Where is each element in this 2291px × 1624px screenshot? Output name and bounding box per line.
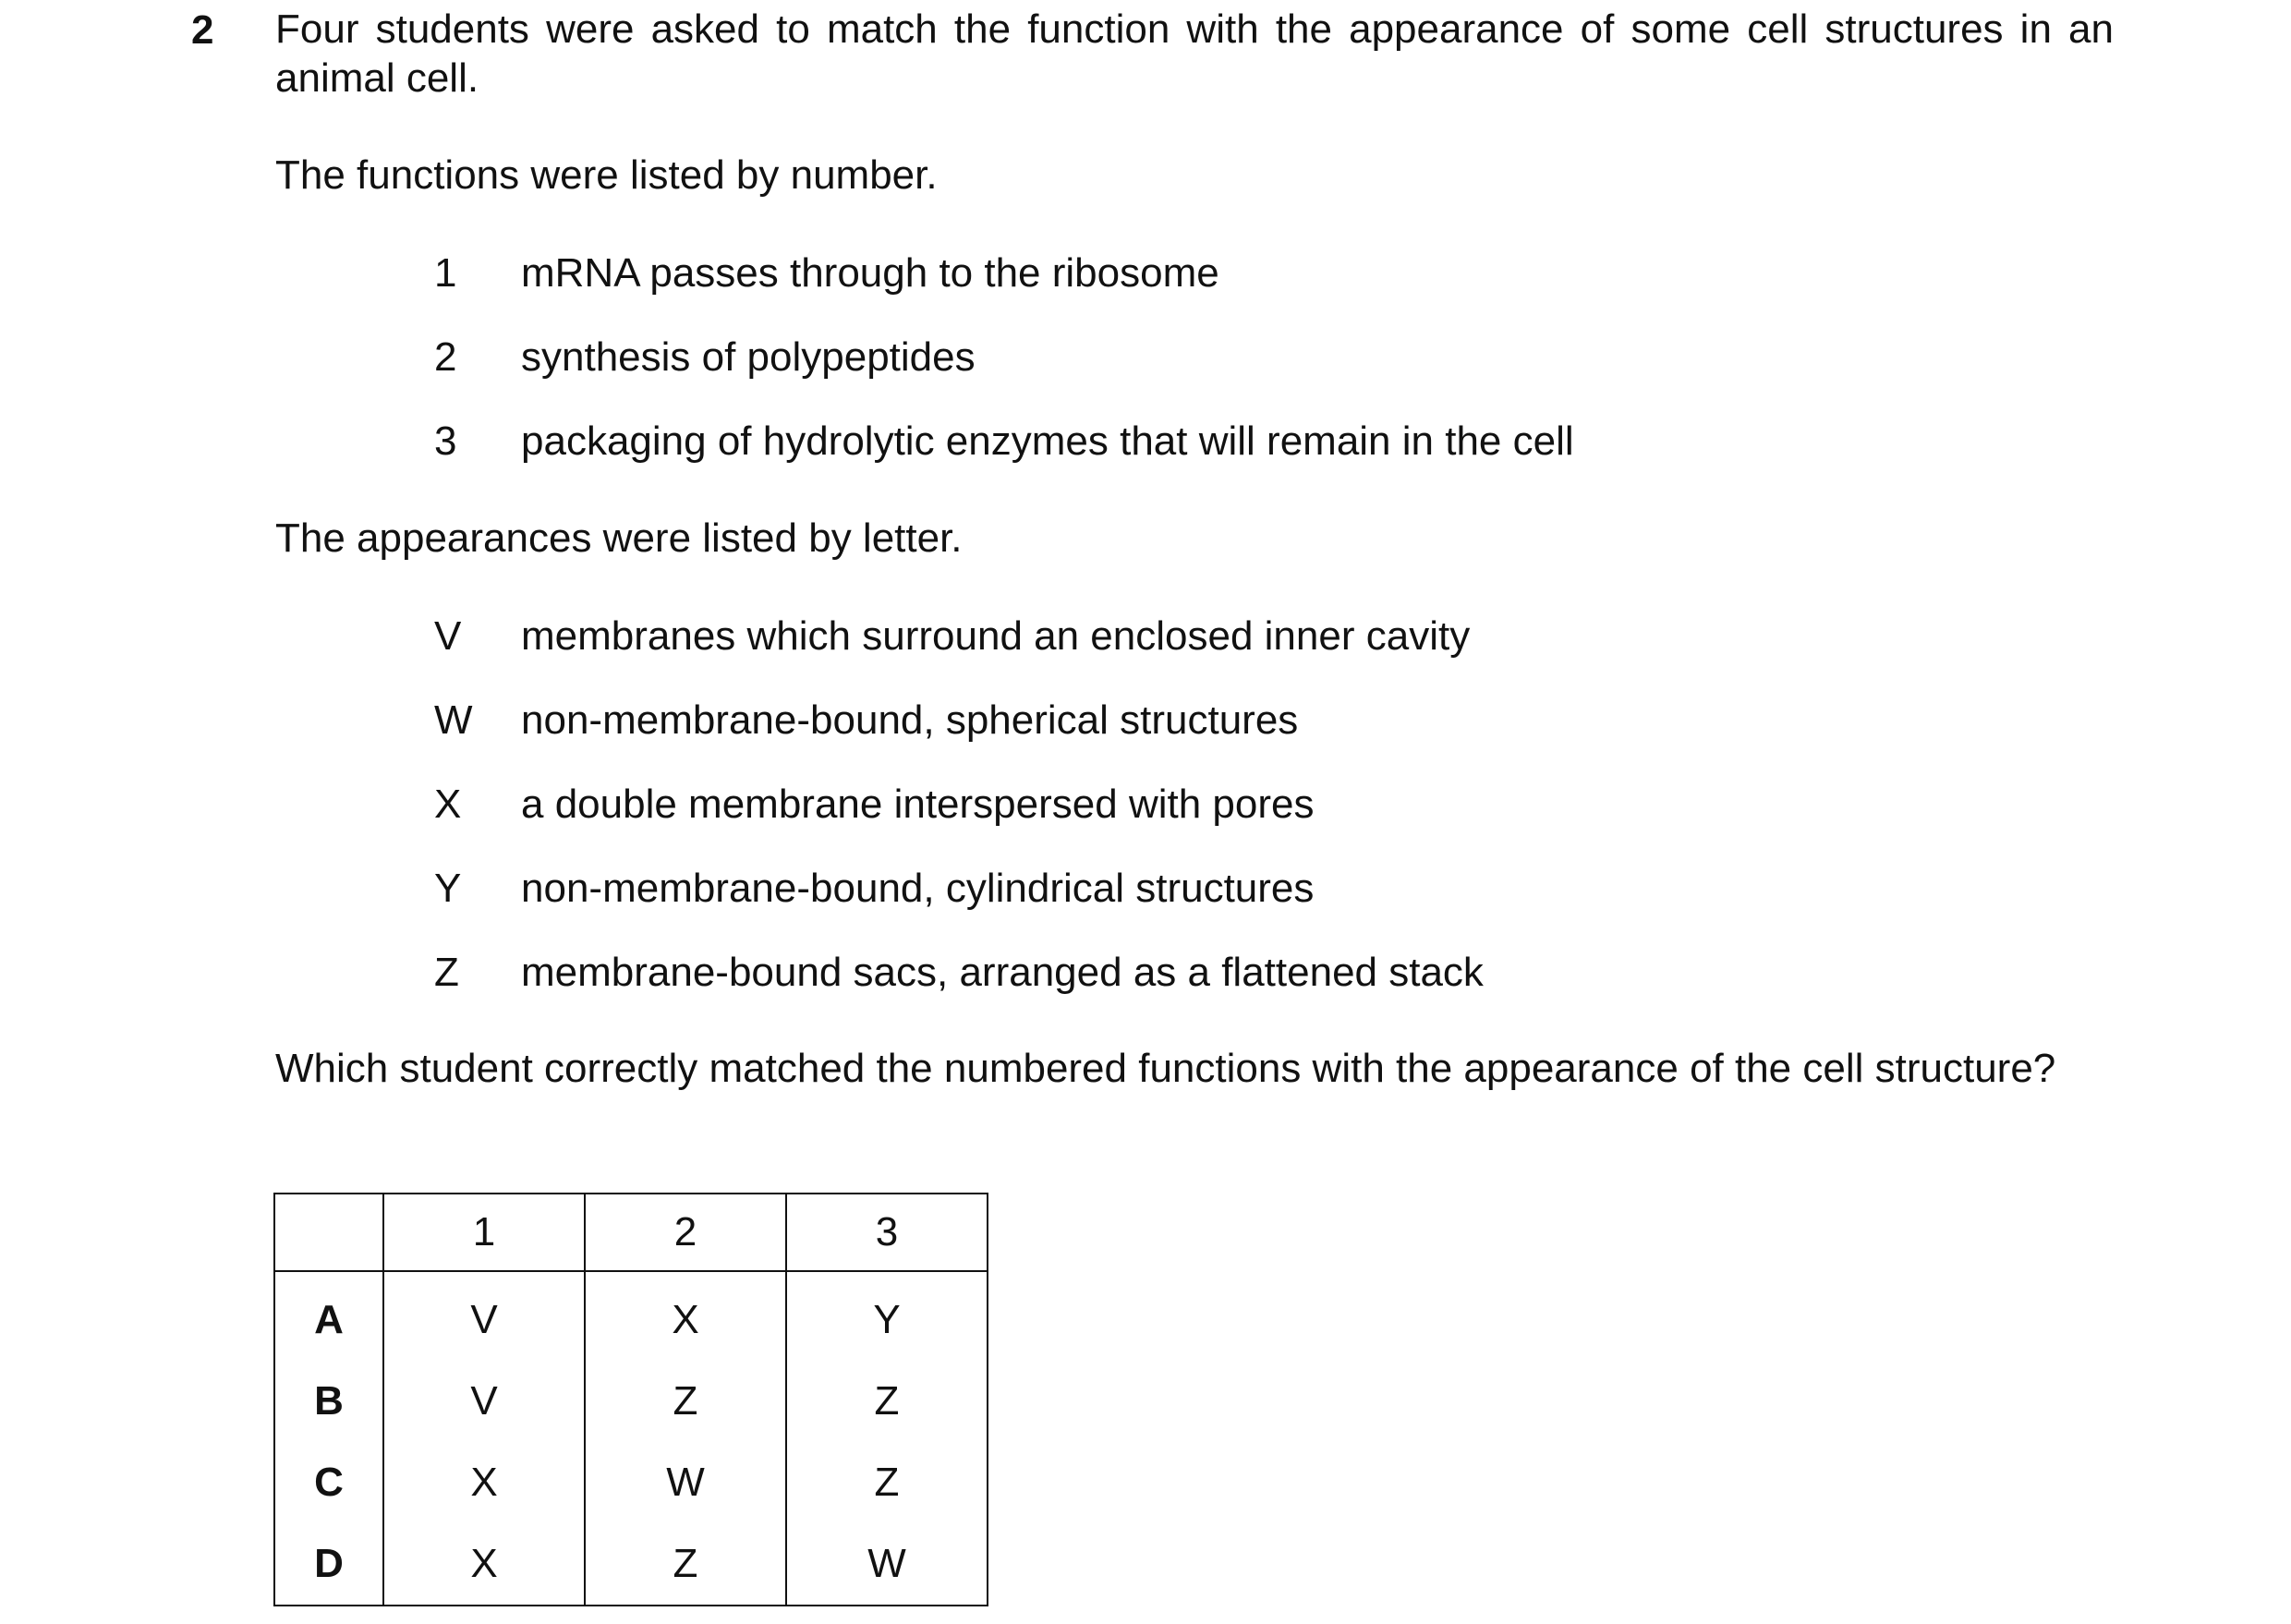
table-cell: W <box>585 1442 786 1523</box>
table-cell: Z <box>585 1361 786 1442</box>
table-cell: Y <box>786 1271 988 1361</box>
table-cell: Z <box>786 1442 988 1523</box>
option-label: C <box>274 1442 383 1523</box>
table-header-cell: 2 <box>585 1194 786 1271</box>
table-row <box>274 1523 988 1606</box>
question-number: 2 <box>191 7 214 53</box>
appearance-key: Z <box>434 950 459 995</box>
option-label: B <box>274 1361 383 1442</box>
table-header-cell <box>274 1194 383 1271</box>
table-cell: Z <box>585 1523 786 1606</box>
table-header-cell: 3 <box>786 1194 988 1271</box>
question-prompt: Which student correctly matched the numbered functions with the appearance of the cell structure? <box>275 1046 2056 1091</box>
table-row <box>274 1271 988 1361</box>
table-cell: Z <box>786 1361 988 1442</box>
appearance-key: W <box>434 697 473 743</box>
function-key: 1 <box>434 250 457 296</box>
functions-intro: The functions were listed by number. <box>275 152 938 198</box>
appearances-intro: The appearances were listed by letter. <box>275 515 963 561</box>
appearance-key: V <box>434 613 462 659</box>
function-text: packaging of hydrolytic enzymes that will remain in the cell <box>521 418 1574 464</box>
question-intro: Four students were asked to match the function with the appearance of some cell structures in an animal cell. <box>275 6 2114 101</box>
table-header-cell: 1 <box>383 1194 585 1271</box>
appearance-text: a double membrane interspersed with pores <box>521 782 1315 827</box>
table-cell: W <box>786 1523 988 1606</box>
option-label: A <box>274 1271 383 1361</box>
appearance-key: Y <box>434 866 462 911</box>
table-cell: X <box>585 1271 786 1361</box>
appearance-text: non-membrane-bound, spherical structures <box>521 697 1299 743</box>
table-cell: X <box>383 1523 585 1606</box>
function-key: 2 <box>434 334 457 380</box>
appearance-text: membrane-bound sacs, arranged as a flattened stack <box>521 950 1484 995</box>
table-row <box>274 1361 988 1442</box>
option-label: D <box>274 1523 383 1606</box>
appearance-text: membranes which surround an enclosed inner cavity <box>521 613 1471 659</box>
function-key: 3 <box>434 418 457 464</box>
table-header-row <box>274 1194 988 1271</box>
table-cell: V <box>383 1271 585 1361</box>
appearance-key: X <box>434 782 462 827</box>
table-cell: X <box>383 1442 585 1523</box>
table-cell: V <box>383 1361 585 1442</box>
function-text: synthesis of polypeptides <box>521 334 976 380</box>
function-text: mRNA passes through to the ribosome <box>521 250 1219 296</box>
table-row <box>274 1442 988 1523</box>
appearance-text: non-membrane-bound, cylindrical structures <box>521 866 1315 911</box>
answer-table <box>273 1193 988 1606</box>
